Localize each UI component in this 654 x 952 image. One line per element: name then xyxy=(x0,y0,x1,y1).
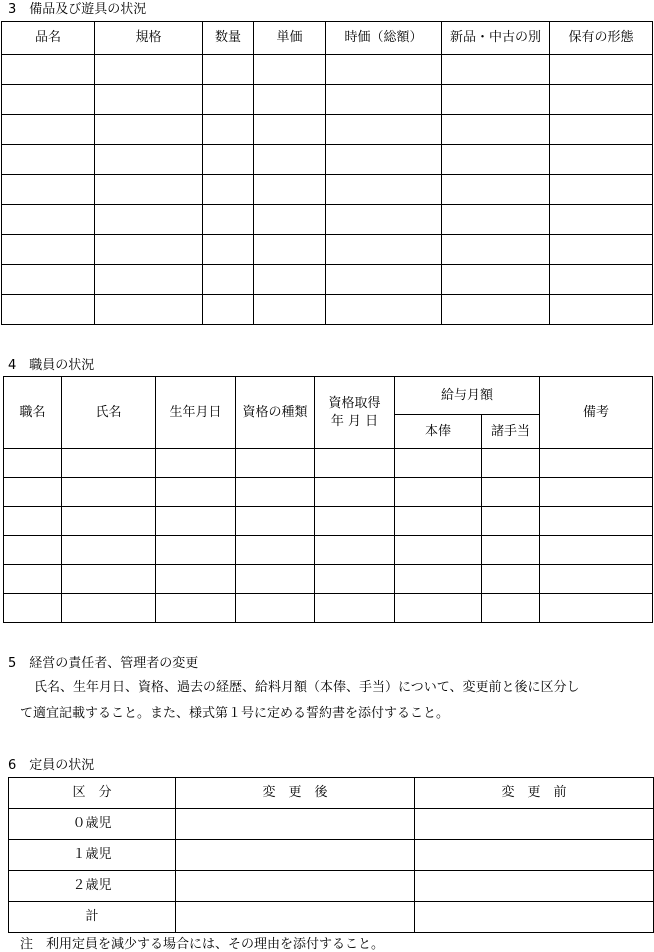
input-cell[interactable] xyxy=(540,536,653,565)
column-header-item-name: 品名 xyxy=(2,22,95,55)
input-cell[interactable] xyxy=(203,85,254,115)
column-header-category: 区 分 xyxy=(9,778,176,809)
input-cell[interactable] xyxy=(315,594,395,623)
input-cell[interactable] xyxy=(415,840,654,871)
table-row xyxy=(4,594,653,623)
input-cell[interactable] xyxy=(4,594,62,623)
input-cell[interactable] xyxy=(326,205,442,235)
input-cell[interactable] xyxy=(203,145,254,175)
input-cell[interactable] xyxy=(550,55,653,85)
input-cell[interactable] xyxy=(203,235,254,265)
input-cell[interactable] xyxy=(315,449,395,478)
column-header-remarks: 備考 xyxy=(540,377,653,449)
input-cell[interactable] xyxy=(442,175,550,205)
table-row xyxy=(2,235,653,265)
column-header-quantity: 数量 xyxy=(203,22,254,55)
input-cell[interactable] xyxy=(236,594,315,623)
input-cell[interactable] xyxy=(4,565,62,594)
input-cell[interactable] xyxy=(176,902,415,933)
input-cell[interactable] xyxy=(482,565,540,594)
input-cell[interactable] xyxy=(442,55,550,85)
input-cell[interactable] xyxy=(395,478,482,507)
input-cell[interactable] xyxy=(95,145,203,175)
input-cell[interactable] xyxy=(236,449,315,478)
input-cell[interactable] xyxy=(326,115,442,145)
input-cell[interactable] xyxy=(4,449,62,478)
input-cell[interactable] xyxy=(2,205,95,235)
input-cell[interactable] xyxy=(395,449,482,478)
table-row xyxy=(4,565,653,594)
input-cell[interactable] xyxy=(203,295,254,325)
table-row xyxy=(2,205,653,235)
table-row xyxy=(2,115,653,145)
input-cell[interactable] xyxy=(95,265,203,295)
row-label-age-0: ０歳児 xyxy=(9,809,176,840)
column-header-new-or-used: 新品・中古の別 xyxy=(442,22,550,55)
table-row xyxy=(9,902,654,933)
input-cell[interactable] xyxy=(315,565,395,594)
input-cell[interactable] xyxy=(540,565,653,594)
input-cell[interactable] xyxy=(395,507,482,536)
column-header-market-value: 時価（総額） xyxy=(326,22,442,55)
input-cell[interactable] xyxy=(95,205,203,235)
section5-body-line1: 氏名、生年月日、資格、過去の経歴、給料月額（本俸、手当）について、変更前と後に区分し xyxy=(34,680,580,695)
column-header-specification: 規格 xyxy=(95,22,203,55)
input-cell[interactable] xyxy=(415,902,654,933)
input-cell[interactable] xyxy=(442,295,550,325)
input-cell[interactable] xyxy=(203,205,254,235)
input-cell[interactable] xyxy=(540,478,653,507)
input-cell[interactable] xyxy=(62,507,156,536)
column-header-name: 氏名 xyxy=(62,377,156,449)
section3-heading: 3 備品及び遊具の状況 xyxy=(8,2,147,17)
input-cell[interactable] xyxy=(203,115,254,145)
input-cell[interactable] xyxy=(95,115,203,145)
input-cell[interactable] xyxy=(62,594,156,623)
staff-table xyxy=(3,376,653,623)
input-cell[interactable] xyxy=(550,175,653,205)
input-cell[interactable] xyxy=(254,235,326,265)
input-cell[interactable] xyxy=(62,449,156,478)
input-cell[interactable] xyxy=(2,295,95,325)
input-cell[interactable] xyxy=(156,594,236,623)
input-cell[interactable] xyxy=(236,536,315,565)
column-header-qualification-type: 資格の種類 xyxy=(236,377,315,449)
input-cell[interactable] xyxy=(156,536,236,565)
input-cell[interactable] xyxy=(550,235,653,265)
input-cell[interactable] xyxy=(482,478,540,507)
table-row xyxy=(9,809,654,840)
input-cell[interactable] xyxy=(254,175,326,205)
input-cell[interactable] xyxy=(326,295,442,325)
input-cell[interactable] xyxy=(550,115,653,145)
input-cell[interactable] xyxy=(236,478,315,507)
table-row xyxy=(2,55,653,85)
input-cell[interactable] xyxy=(395,536,482,565)
column-header-ownership-type: 保有の形態 xyxy=(550,22,653,55)
equipment-table xyxy=(1,21,653,325)
input-cell[interactable] xyxy=(442,235,550,265)
column-header-allowances: 諸手当 xyxy=(482,415,540,449)
section5-body-line2: て適宜記載すること。また、様式第１号に定める誓約書を添付すること。 xyxy=(20,706,450,721)
input-cell[interactable] xyxy=(315,478,395,507)
input-cell[interactable] xyxy=(2,55,95,85)
row-label-age-1: １歳児 xyxy=(9,840,176,871)
input-cell[interactable] xyxy=(2,175,95,205)
input-cell[interactable] xyxy=(482,449,540,478)
column-header-before-change: 変 更 前 xyxy=(415,778,654,809)
input-cell[interactable] xyxy=(550,265,653,295)
input-cell[interactable] xyxy=(2,235,95,265)
table-row xyxy=(2,175,653,205)
section4-heading: 4 職員の状況 xyxy=(8,358,95,373)
input-cell[interactable] xyxy=(482,536,540,565)
section6-note: 注 利用定員を減少する場合には、その理由を添付すること。 xyxy=(20,937,385,952)
table-row xyxy=(2,145,653,175)
input-cell[interactable] xyxy=(254,265,326,295)
column-header-base-pay: 本俸 xyxy=(395,415,482,449)
column-header-monthly-salary: 給与月額 xyxy=(395,377,540,415)
input-cell[interactable] xyxy=(395,565,482,594)
qualification-date-line1: 資格取得 xyxy=(328,395,381,411)
input-cell[interactable] xyxy=(326,55,442,85)
input-cell[interactable] xyxy=(442,205,550,235)
table-row xyxy=(4,507,653,536)
input-cell[interactable] xyxy=(254,205,326,235)
input-cell[interactable] xyxy=(203,265,254,295)
input-cell[interactable] xyxy=(550,145,653,175)
input-cell[interactable] xyxy=(442,145,550,175)
table-row xyxy=(2,265,653,295)
input-cell[interactable] xyxy=(326,175,442,205)
input-cell[interactable] xyxy=(415,871,654,902)
input-cell[interactable] xyxy=(442,265,550,295)
input-cell[interactable] xyxy=(254,115,326,145)
input-cell[interactable] xyxy=(156,449,236,478)
column-header-unit-price: 単価 xyxy=(254,22,326,55)
input-cell[interactable] xyxy=(254,85,326,115)
section5-heading: 5 経営の責任者、管理者の変更 xyxy=(8,656,199,671)
capacity-table xyxy=(8,777,654,933)
table-row xyxy=(2,85,653,115)
input-cell[interactable] xyxy=(156,478,236,507)
input-cell[interactable] xyxy=(482,594,540,623)
input-cell[interactable] xyxy=(176,840,415,871)
input-cell[interactable] xyxy=(326,85,442,115)
input-cell[interactable] xyxy=(156,507,236,536)
input-cell[interactable] xyxy=(176,871,415,902)
input-cell[interactable] xyxy=(95,175,203,205)
input-cell[interactable] xyxy=(4,507,62,536)
input-cell[interactable] xyxy=(326,235,442,265)
input-cell[interactable] xyxy=(4,478,62,507)
input-cell[interactable] xyxy=(236,565,315,594)
table-row xyxy=(4,478,653,507)
table-row xyxy=(4,536,653,565)
input-cell[interactable] xyxy=(540,594,653,623)
input-cell[interactable] xyxy=(2,115,95,145)
table-row xyxy=(9,871,654,902)
column-header-qualification-date xyxy=(315,377,395,449)
input-cell[interactable] xyxy=(4,536,62,565)
table-row xyxy=(9,840,654,871)
input-cell[interactable] xyxy=(2,265,95,295)
input-cell[interactable] xyxy=(482,507,540,536)
input-cell[interactable] xyxy=(315,536,395,565)
input-cell[interactable] xyxy=(550,295,653,325)
input-cell[interactable] xyxy=(62,565,156,594)
input-cell[interactable] xyxy=(95,85,203,115)
input-cell[interactable] xyxy=(2,85,95,115)
input-cell[interactable] xyxy=(550,85,653,115)
input-cell[interactable] xyxy=(62,478,156,507)
input-cell[interactable] xyxy=(176,809,415,840)
input-cell[interactable] xyxy=(326,265,442,295)
input-cell[interactable] xyxy=(62,536,156,565)
column-header-after-change: 変 更 後 xyxy=(176,778,415,809)
input-cell[interactable] xyxy=(442,85,550,115)
input-cell[interactable] xyxy=(203,55,254,85)
input-cell[interactable] xyxy=(415,809,654,840)
input-cell[interactable] xyxy=(550,205,653,235)
input-cell[interactable] xyxy=(326,145,442,175)
input-cell[interactable] xyxy=(540,507,653,536)
input-cell[interactable] xyxy=(254,295,326,325)
column-header-birthdate: 生年月日 xyxy=(156,377,236,449)
column-header-job-title: 職名 xyxy=(4,377,62,449)
table-row xyxy=(4,449,653,478)
input-cell[interactable] xyxy=(95,55,203,85)
input-cell[interactable] xyxy=(236,507,315,536)
table-row xyxy=(2,295,653,325)
input-cell[interactable] xyxy=(442,115,550,145)
input-cell[interactable] xyxy=(540,449,653,478)
input-cell[interactable] xyxy=(156,565,236,594)
input-cell[interactable] xyxy=(395,594,482,623)
input-cell[interactable] xyxy=(315,507,395,536)
input-cell[interactable] xyxy=(95,235,203,265)
input-cell[interactable] xyxy=(2,145,95,175)
input-cell[interactable] xyxy=(95,295,203,325)
section6-heading: 6 定員の状況 xyxy=(8,758,95,773)
qualification-date-line2: 年 月 日 xyxy=(330,413,379,429)
input-cell[interactable] xyxy=(254,145,326,175)
input-cell[interactable] xyxy=(203,175,254,205)
input-cell[interactable] xyxy=(254,55,326,85)
row-label-total: 計 xyxy=(9,902,176,933)
row-label-age-2: ２歳児 xyxy=(9,871,176,902)
